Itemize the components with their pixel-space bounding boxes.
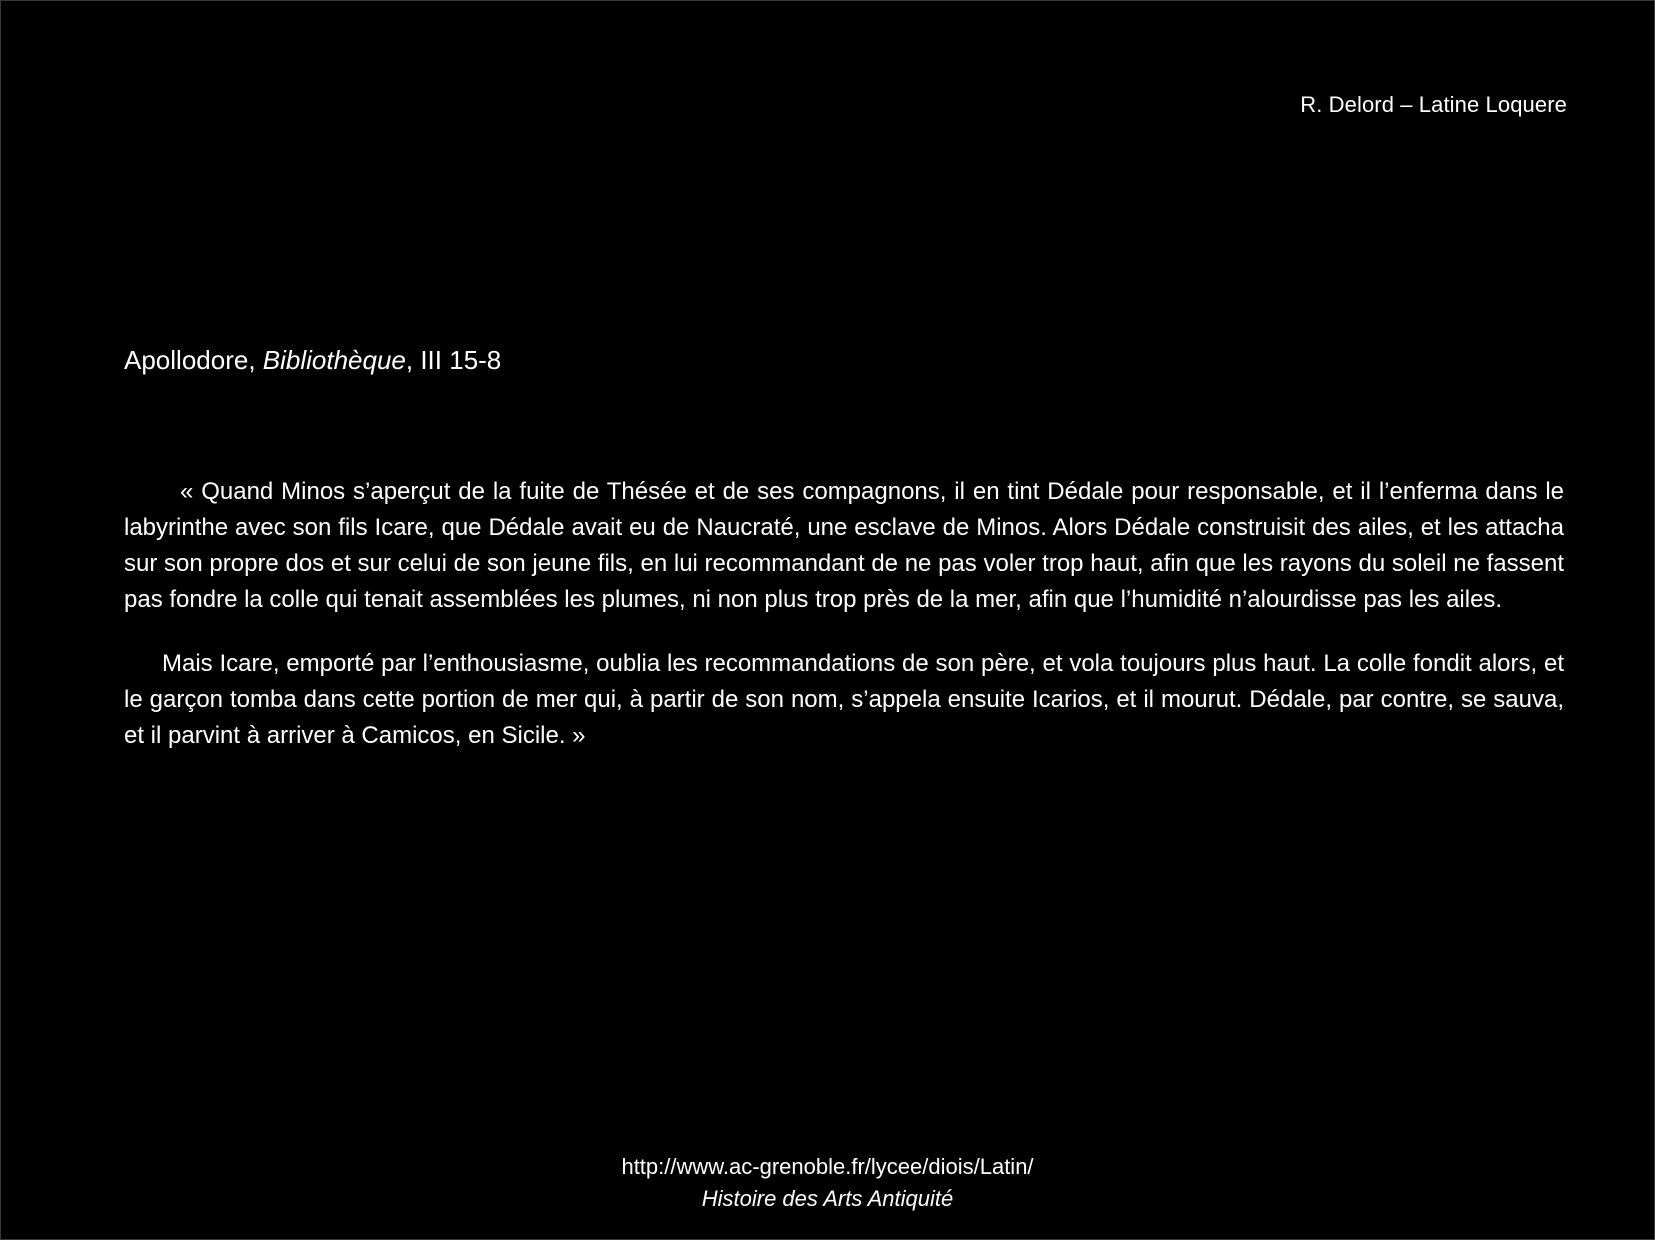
footer-url: http://www.ac-grenoble.fr/lycee/diois/Latin/ bbox=[621, 1154, 1034, 1179]
source-reference: , III 15-8 bbox=[405, 345, 502, 375]
source-work-title: Bibliothèque bbox=[262, 345, 406, 375]
source-citation bbox=[124, 345, 501, 376]
passage-paragraph-1: « Quand Minos s’aperçut de la fuite de Thésée et de ses compagnons, il en tint Dédale pour responsable, et il l’enferma dans le labyrinthe avec son fils Icare, que Dédale avait eu de Naucraté, une esclave de Minos. Alors Dédale construisit des ailes, et les attacha sur son propre dos et sur celui de son jeune fils, en lui recommandant de ne pas voler trop haut, afin que les rayons du soleil ne fassent pas fondre la colle qui tenait assemblées les plumes, ni non plus trop près de la mer, afin que l’humidité n’alourdisse pas les ailes. bbox=[124, 478, 1564, 613]
passage-text bbox=[124, 474, 1564, 754]
footer-subtitle: Histoire des Arts Antiquité bbox=[701, 1186, 954, 1211]
source-author: Apollodore, bbox=[124, 345, 263, 375]
author-credit: R. Delord – Latine Loquere bbox=[1300, 92, 1567, 117]
passage-paragraph-2: Mais Icare, emporté par l’enthousiasme, oublia les recommandations de son père, et vola toujours plus haut. La colle fondit alors, et le garçon tomba dans cette portion de mer qui, à partir de son nom, s’appela ensuite Icarios, et il mourut. Dédale, par contre, se sauva, et il parvint à arriver à Camicos, en Sicile. » bbox=[124, 650, 1564, 749]
